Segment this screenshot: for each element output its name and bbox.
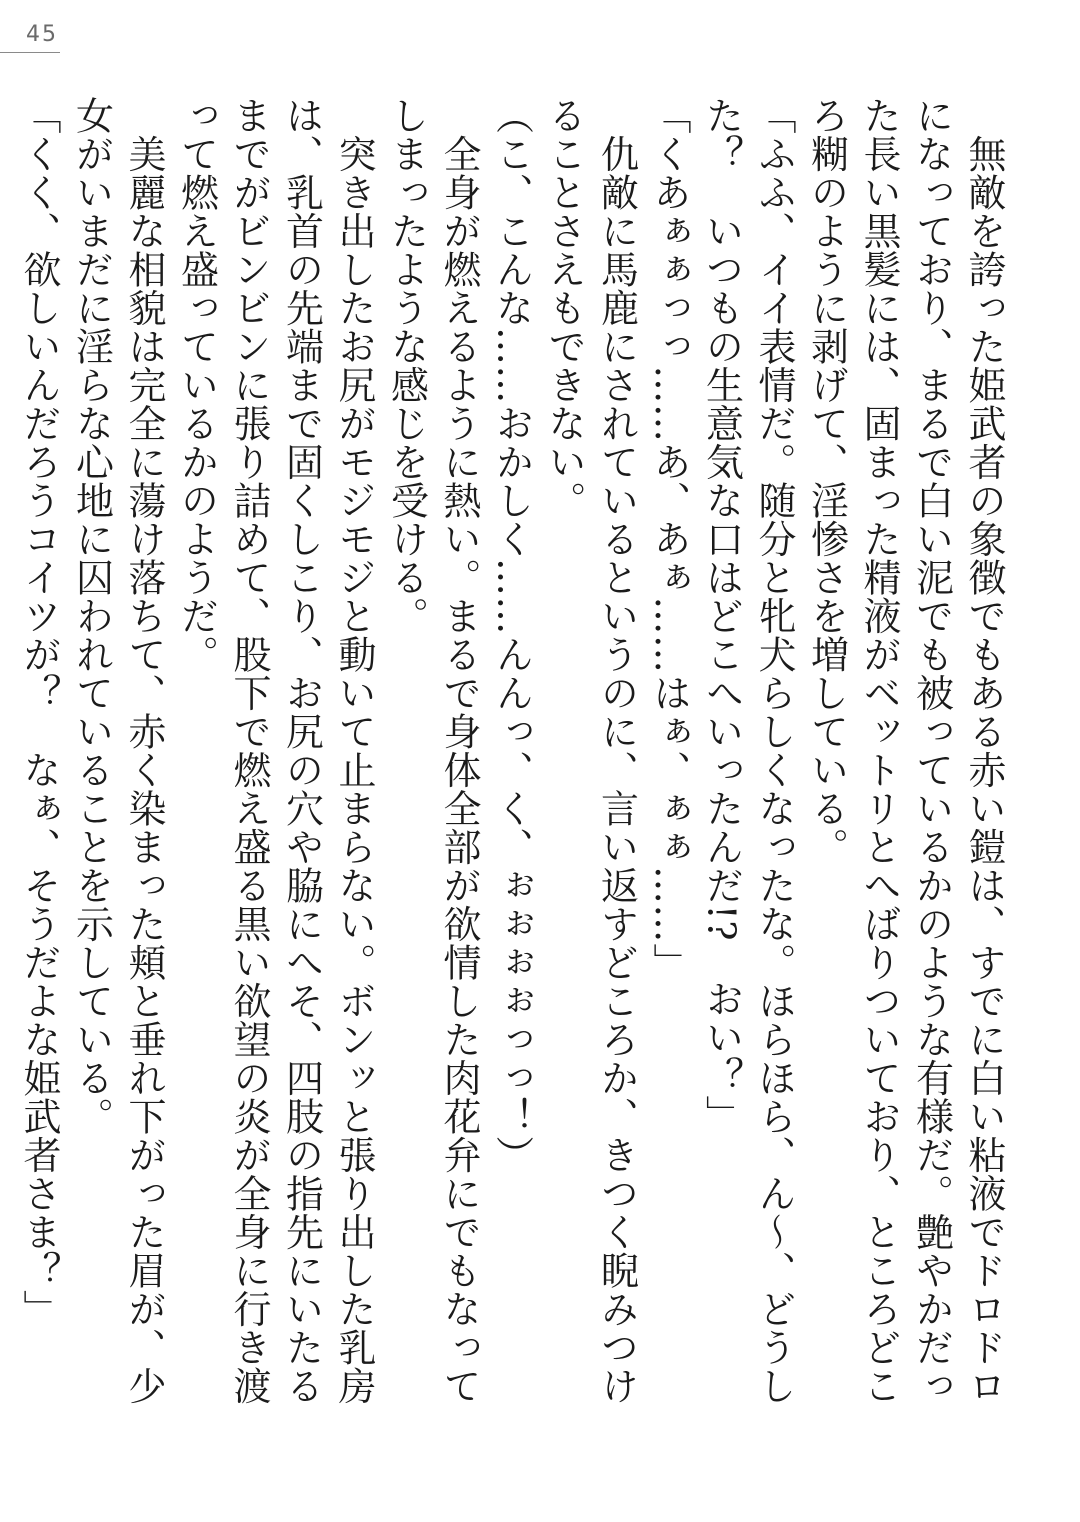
paragraph-narration: 無敵を誇った姫武者の象徴でもある赤い鎧は、すでに白い粘液でドロドロになっており、まるで白い泥でも被っているかのような有様だ。艶やかだった長い黒髪には、固まった精液がベットリとへばりついており、ところどころ糊のように剥げて、淫惨さを増している。 <box>804 96 1006 1405</box>
header-rule <box>0 52 60 53</box>
page-number: 45 <box>26 22 58 47</box>
paragraph-narration: 全身が燃えるように熱い。まるで身体全部が欲情した肉花弁にでもなってしまったような感じを受ける。 <box>384 96 481 1405</box>
paragraph-dialogue: 「くあぁぁっっ……あ、あぁ……はぁ、ぁぁ……」 <box>647 96 691 982</box>
paragraph-inner-thought: （こ、こんな……おかしく……んんっ、く、ぉぉぉぉっっ！） <box>489 96 534 1174</box>
paragraph-dialogue: 「ふふ、イイ表情だ。随分と牝犬らしくなったな。ほらほら、ん〜、どうした？ いつもの生意気な口はどこへいったんだ!? おい？」 <box>699 96 796 1405</box>
paragraph-narration: 美麗な相貌は完全に蕩け落ちて、赤く染まった頬と垂れ下がった眉が、少女がいまだに淫らな心地に囚われていることを示している。 <box>69 96 166 1405</box>
paragraph-dialogue: 「くく、欲しいんだろうコイツが？ なぁ、そうだよな姫武者さま？」 <box>17 96 61 1328</box>
paragraph-narration: 仇敵に馬鹿にされているというのに、言い返すどころか、きつく睨みつけることさえもできない。 <box>542 96 639 1405</box>
paragraph-narration: 突き出したお尻がモジモジと動いて止まらない。ボンッと張り出した乳房は、乳首の先端まで固くしこり、お尻の穴や脇にへそ、四肢の指先にいたるまでがビンビンに張り詰めて、股下で燃え盛る黒い欲望の炎が全身に行き渡って燃え盛っているかのようだ。 <box>174 96 376 1405</box>
vertical-text-body <box>17 96 1010 1436</box>
